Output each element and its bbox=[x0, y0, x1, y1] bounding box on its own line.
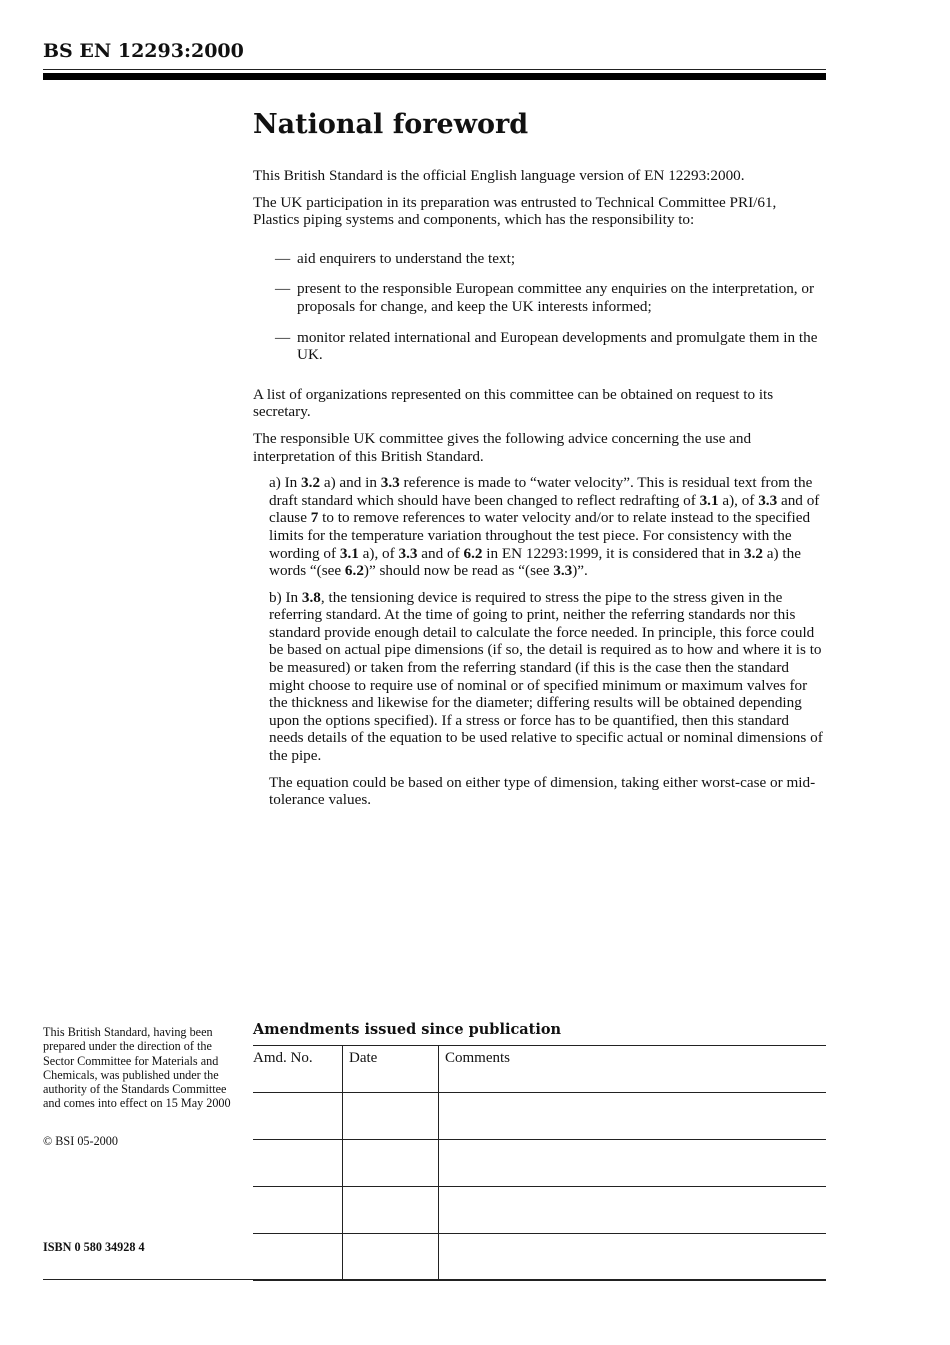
publication-notice: This British Standard, having been prepared under the direction of the Sector Committee for Materials and Chemicals, was published under the authority of the Standards Committee and comes into effect on 15 May 2000 bbox=[43, 1025, 231, 1111]
paragraph-committee-list: A list of organizations represented on this committee can be obtained on request to its secretary. bbox=[253, 385, 774, 421]
header-rule-thin bbox=[43, 69, 826, 70]
header-amd-no: Amd. No. bbox=[253, 1046, 343, 1093]
paragraph-uk-participation: The UK participation in its preparation was entrusted to Technical Committee PRI/61, Plastics piping systems and components, which has the responsibility to: bbox=[253, 193, 777, 229]
list-item-text: monitor related international and European developments and promulgate them in the UK. bbox=[297, 328, 818, 364]
table-row bbox=[253, 1234, 826, 1281]
document-id: BS EN 12293:2000 bbox=[43, 40, 244, 62]
table-row bbox=[253, 1140, 826, 1187]
table-row bbox=[253, 1187, 826, 1234]
table-row bbox=[253, 1093, 826, 1140]
dash-marker: — bbox=[275, 328, 291, 346]
amendments-title: Amendments issued since publication bbox=[253, 1021, 562, 1038]
isbn: ISBN 0 580 34928 4 bbox=[43, 1240, 145, 1254]
responsibility-list bbox=[275, 250, 826, 364]
foreword-section bbox=[253, 108, 826, 818]
table-header-row bbox=[253, 1046, 826, 1093]
footer-rule bbox=[43, 1279, 826, 1280]
list-item-text: present to the responsible European committee any enquiries on the interpretation, or proposals for change, and keep the UK interests informed; bbox=[297, 280, 815, 315]
publication-sidebar bbox=[43, 1025, 238, 1254]
dash-marker: — bbox=[275, 280, 291, 298]
header-rule-thick bbox=[43, 73, 826, 80]
paragraph-advice: The responsible UK committee gives the following advice concerning the use and interpretation of this British Standard. bbox=[253, 429, 752, 465]
advice-item-b: b) In 3.8, the tensioning device is required to stress the pipe to the stress given in the referring standard. At the time of going to print, neither the referring standards nor this standard provide enough detail to calculate the force needed. In principle, this force could be based on actual pipe dimensions (if so, the detail is required as to how and where it is to be measured) or taken from the referring standard (if this is the case then the standard might choose to require use of nominal or of specified minimum or maximum valves for the thickness and likewise for the diameter; differing results will be obtained depending upon the options specified). If a stress or force has to be quantified, then this standard needs details of the equation to be used relative to specific actual or nominal dimensions of the pipe. bbox=[269, 588, 823, 765]
amendments-section bbox=[253, 1021, 826, 1281]
list-item bbox=[275, 280, 826, 315]
dash-marker: — bbox=[275, 249, 291, 267]
copyright-notice: © BSI 05-2000 bbox=[43, 1133, 118, 1148]
list-item-text: aid enquirers to understand the text; bbox=[297, 249, 516, 267]
paragraph-official-version: This British Standard is the official English language version of EN 12293:2000. bbox=[253, 167, 745, 184]
paragraph-equation: The equation could be based on either type of dimension, taking either worst-case or mid-tolerance values. bbox=[269, 773, 816, 809]
advice-item-a: a) In 3.2 a) and in 3.3 reference is made to “water velocity”. This is residual text from the draft standard which should have been changed to reflect redrafting of 3.1 a), of 3.3 and of clause 7 to to remove references to water velocity and/or to relate instead to the specified limits for the temperature variation throughout the test piece. For consistency with the wording of 3.1 a), of 3.3 and of 6.2 in EN 12293:1999, it is considered that in 3.2 a) the words “(see 6.2)” should now be read as “(see 3.3)”. bbox=[269, 474, 820, 580]
amendments-table bbox=[253, 1045, 826, 1281]
list-item bbox=[275, 329, 826, 364]
list-item bbox=[275, 250, 826, 268]
page-title: National foreword bbox=[253, 109, 529, 140]
header-comments: Comments bbox=[439, 1046, 827, 1093]
header-date: Date bbox=[343, 1046, 439, 1093]
